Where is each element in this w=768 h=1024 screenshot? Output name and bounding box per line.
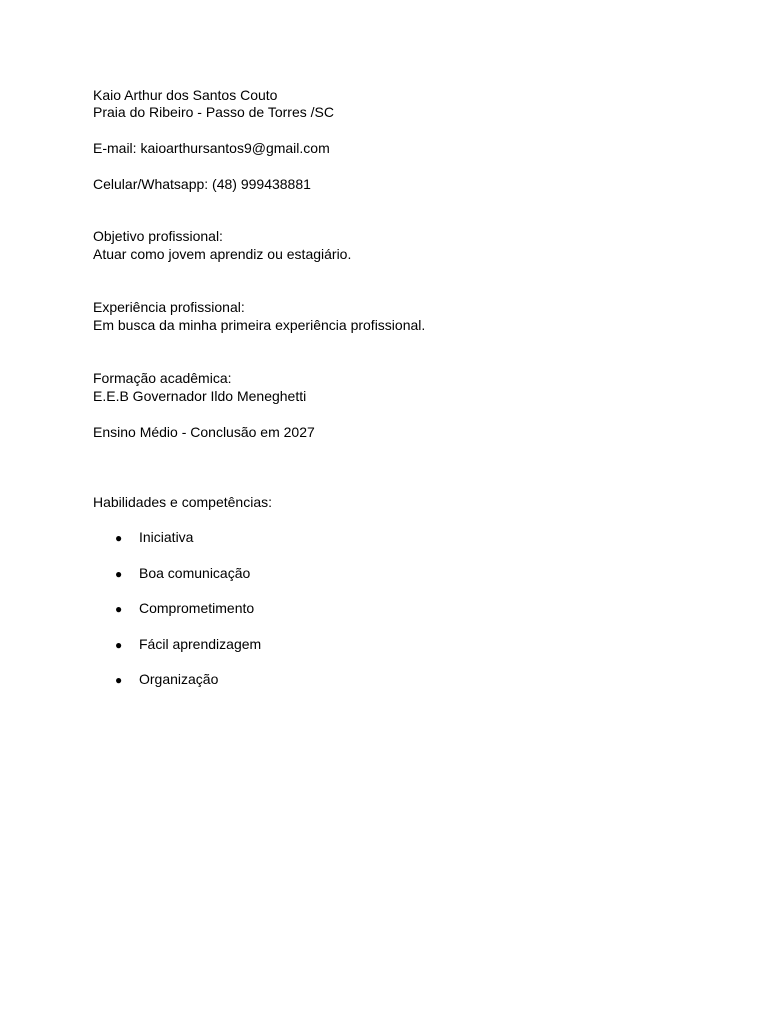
skill-item — [115, 565, 250, 583]
education-heading: Formação acadêmica: — [93, 370, 232, 386]
experience-text: Em busca da minha primeira experiência profissional. — [93, 317, 426, 333]
skill-item — [115, 636, 261, 654]
objective-text: Atuar como jovem aprendiz ou estagiário. — [93, 246, 352, 262]
skill-label: Boa comunicação — [139, 565, 251, 581]
candidate-email: E-mail: kaioarthursantos9@gmail.com — [93, 140, 330, 156]
skill-label: Comprometimento — [139, 600, 255, 616]
candidate-phone: Celular/Whatsapp: (48) 999438881 — [93, 176, 311, 192]
skill-label: Organização — [139, 671, 219, 687]
experience-heading: Experiência profissional: — [93, 299, 245, 315]
skill-label: Iniciativa — [139, 529, 194, 545]
skills-heading: Habilidades e competências: — [93, 494, 272, 510]
skill-item — [115, 529, 193, 547]
candidate-address: Praia do Ribeiro - Passo de Torres /SC — [93, 104, 334, 120]
bullet-icon: ● — [115, 567, 123, 581]
bullet-icon: ● — [115, 638, 123, 652]
objective-heading: Objetivo profissional: — [93, 228, 223, 244]
bullet-icon: ● — [115, 531, 123, 545]
skill-label: Fácil aprendizagem — [139, 636, 262, 652]
candidate-name: Kaio Arthur dos Santos Couto — [93, 87, 278, 103]
bullet-icon: ● — [115, 673, 123, 687]
skill-item — [115, 600, 254, 618]
skill-item — [115, 671, 218, 689]
education-school: E.E.B Governador Ildo Meneghetti — [93, 388, 307, 404]
education-level: Ensino Médio - Conclusão em 2027 — [93, 424, 315, 440]
bullet-icon: ● — [115, 602, 123, 616]
